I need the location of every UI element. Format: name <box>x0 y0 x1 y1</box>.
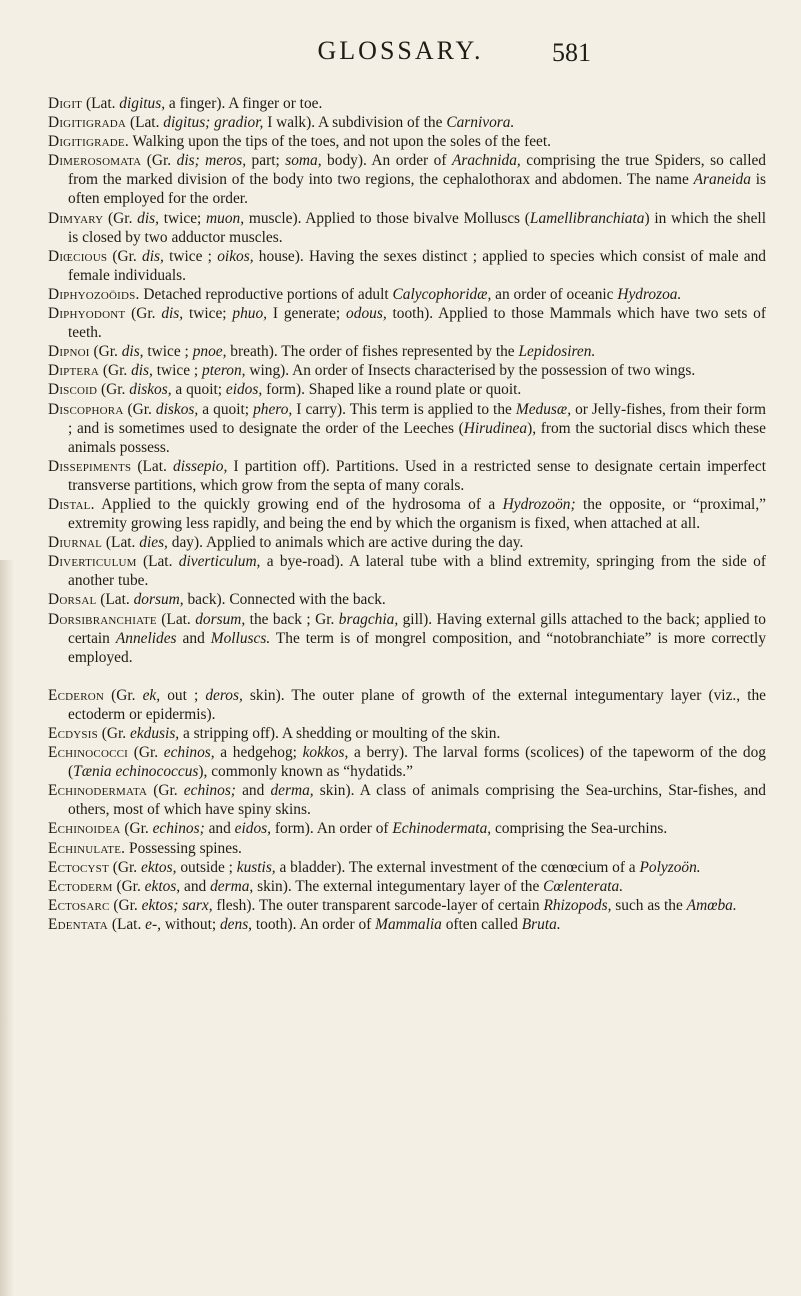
entry-text: Applied to the quickly growing end of the hydrosoma of a <box>94 495 503 513</box>
entry-italic-term: dens, <box>219 915 253 933</box>
entry-text: (Gr. <box>109 896 142 914</box>
entry-italic-term: ek, <box>142 686 161 704</box>
entry-text: (Gr. <box>141 152 177 170</box>
entry-italic-term: derma, <box>210 877 254 895</box>
entry-text: the back ; Gr. <box>245 610 339 628</box>
entry-headword: Diurnal <box>48 534 103 552</box>
page-gutter-shadow <box>0 560 14 1296</box>
entry-text: (Lat. <box>107 915 146 933</box>
running-head: GLOSSARY. <box>317 36 484 65</box>
entry-italic-term: odous, <box>346 305 387 323</box>
entry-headword: Diphyozoöids. <box>48 285 140 303</box>
entry-headword: Digitigrade. <box>48 133 129 151</box>
entry-text: I partition off). Partitions. Used in a restricted sense to designate certain imperfect transverse partitions, which grow from the septa of many corals. <box>68 457 766 494</box>
entry-headword: Diptera <box>48 362 100 380</box>
entry-italic-term: dorsum, <box>133 591 184 609</box>
glossary-entry <box>48 457 766 495</box>
glossary-entry <box>48 610 766 667</box>
entry-italic-term: Cœlenterata. <box>543 877 624 895</box>
entry-text: the opposite, or “proximal,” extremity growing less rapidly, and being the end by which the organism is fixed, when attached at all. <box>68 495 766 533</box>
entry-text: comprising the true Spiders, so called from the marked division of the body into two regions, the cephalothorax and abdomen. The name <box>68 152 767 189</box>
glossary-entry <box>48 915 766 934</box>
page-number: 581 <box>552 38 591 67</box>
entry-text: (Lat. <box>82 95 120 112</box>
entry-text: (Gr. <box>97 381 130 399</box>
entry-italic-term: echinos; <box>183 782 236 800</box>
entry-text: The term is of mongrel composition, and “notobranchiate” is more correctly employed. <box>68 629 767 666</box>
glossary-entry <box>48 94 766 113</box>
entry-text: skin). A class of animals comprising the Sea-urchins, Star-fishes, and others, most of which have spiny skins. <box>68 782 766 819</box>
entry-headword: Diverticulum <box>48 553 137 571</box>
entry-text: flesh). The outer transparent sarcode-layer of certain <box>212 896 544 914</box>
entry-italic-term: phuo, <box>232 305 268 323</box>
entry-italic-term: Lamellibranchiata <box>529 209 645 227</box>
entry-text: and <box>176 629 211 647</box>
entry-headword: Ecdysis <box>48 725 98 742</box>
entry-italic-term: diskos, <box>129 381 172 399</box>
entry-italic-term: dis, <box>121 343 144 361</box>
entry-text: a quoit; <box>171 381 226 399</box>
entry-text: often called <box>441 915 522 933</box>
entry-headword: Digit <box>48 95 83 112</box>
entry-text: (Gr. <box>108 858 141 876</box>
glossary-entry <box>48 686 766 724</box>
entry-text: (Lat. <box>96 591 134 609</box>
glossary-entry <box>48 151 766 208</box>
entry-italic-term: Annelides <box>115 629 177 647</box>
glossary-entry <box>48 495 766 533</box>
entry-headword: Ectocyst <box>48 858 109 876</box>
entry-italic-term: ekdusis, <box>130 725 180 742</box>
entry-italic-term: Molluscs. <box>210 629 271 647</box>
entry-text: a quoit; <box>198 400 254 418</box>
entry-text: skin). The external integumentary layer of the <box>253 877 544 895</box>
entry-italic-term: ektos, <box>140 858 177 876</box>
entry-text: twice; <box>183 305 233 323</box>
entry-italic-term: muon, <box>206 209 245 227</box>
entry-italic-term: pnoe, <box>192 343 227 361</box>
entry-italic-term: dissepio, <box>173 457 228 475</box>
entry-text: gill). Having external gills attached to the back; applied to certain <box>68 610 767 647</box>
glossary-entry <box>48 552 766 590</box>
entry-italic-term: Araneida <box>693 171 751 189</box>
entry-text: outside ; <box>176 858 237 876</box>
glossary-entry <box>48 132 766 151</box>
entry-text: back). Connected with the back. <box>183 591 386 609</box>
entry-italic-term: Carnivora. <box>446 114 515 132</box>
entry-italic-term: dies, <box>139 534 168 552</box>
entry-text: (Gr. <box>123 400 156 418</box>
entry-text: I generate; <box>267 305 347 323</box>
entry-italic-term: Hydrozoa. <box>617 285 682 303</box>
entry-text: (Lat. <box>136 553 179 571</box>
entry-text: I carry). This term is applied to the <box>292 400 516 418</box>
entry-italic-term: digitus; gradior, <box>163 114 264 132</box>
entry-italic-term: ektos, <box>144 877 181 895</box>
glossary-entry <box>48 819 766 838</box>
entry-italic-term: Lepidosiren. <box>518 343 596 361</box>
entry-headword: Discophora <box>48 400 124 418</box>
entry-text: part; <box>246 152 286 170</box>
entry-italic-term: Bruta. <box>521 915 561 933</box>
entry-italic-term: dis, <box>131 362 153 380</box>
entry-text: (Lat. <box>126 114 164 132</box>
entry-italic-term: pteron, <box>202 362 246 380</box>
entry-italic-term: echinos, <box>163 744 215 762</box>
entry-text: twice; <box>158 209 207 227</box>
glossary-entry <box>48 839 766 858</box>
entry-text: tooth). An order of <box>252 915 376 933</box>
entry-headword: Digitigrada <box>48 114 127 132</box>
entry-text: Walking upon the tips of the toes, and not upon the soles of the feet. <box>128 133 551 151</box>
entry-text: (Gr. <box>97 725 130 742</box>
entry-text: ), commonly known as “hydatids.” <box>198 763 413 781</box>
entry-text: skin). The outer plane of growth of the external integumentary layer (viz., the ectoderm or epidermis). <box>68 686 766 723</box>
glossary-entry <box>48 781 766 819</box>
entry-headword: Edentata <box>48 915 108 933</box>
entry-text: (Gr. <box>103 209 138 227</box>
entry-headword: Dimerosomata <box>48 152 142 170</box>
entry-italic-term: Mammalia <box>375 915 442 933</box>
entry-text: twice ; <box>163 247 218 265</box>
entry-headword: Echinococci <box>48 744 129 762</box>
entry-headword: Diœcious <box>48 247 108 265</box>
glossary-entry <box>48 209 766 247</box>
entry-italic-term: Echinodermata, <box>392 820 492 838</box>
entry-text: and <box>235 782 271 800</box>
entry-text: day). Applied to animals which are active during the day. <box>167 534 524 552</box>
entry-italic-term: echinos; <box>152 820 205 838</box>
entry-headword: Distal. <box>48 495 95 513</box>
entry-italic-term: e-, <box>145 915 161 933</box>
entry-text: a bladder). The external investment of the cœnœcium of a <box>275 858 640 876</box>
entry-text: muscle). Applied to those bivalve Molluscs ( <box>244 209 530 227</box>
glossary-entry <box>48 304 766 342</box>
entry-text: ), from the suctorial discs which these animals possess. <box>68 419 766 456</box>
entry-italic-term: Hirudinea <box>463 419 528 437</box>
entry-text: and <box>180 877 211 895</box>
section-gap <box>48 667 766 686</box>
entry-text: Detached reproductive portions of adult <box>139 285 393 303</box>
glossary-entry <box>48 858 766 877</box>
glossary-entry <box>48 896 766 915</box>
glossary-entry <box>48 724 766 743</box>
entry-text: Possessing spines. <box>125 839 242 857</box>
entry-text: (Gr. <box>147 782 184 800</box>
entry-text: (Gr. <box>125 305 162 323</box>
glossary-entry <box>48 342 766 361</box>
entry-headword: Discoid <box>48 381 98 399</box>
entry-italic-term: deros, <box>205 686 243 704</box>
glossary-entry <box>48 743 766 781</box>
entry-text: twice ; <box>143 343 193 361</box>
entry-headword: Dimyary <box>48 209 104 227</box>
entry-headword: Echinodermata <box>48 782 148 800</box>
entry-text: (Lat. <box>131 457 173 475</box>
entry-italic-term: eidos, <box>234 820 271 838</box>
glossary-entry <box>48 247 766 285</box>
entry-headword: Ectosarc <box>48 896 110 914</box>
entry-text: body). An order of <box>321 152 452 170</box>
entry-text: wing). An order of Insects characterised by the possession of two wings. <box>245 362 696 380</box>
entry-headword: Dorsibranchiate <box>48 610 157 628</box>
entry-italic-term: dis, <box>137 209 159 227</box>
entry-italic-term: kustis, <box>236 858 276 876</box>
entry-italic-term: kokkos, <box>302 744 349 762</box>
entry-text: form). An order of <box>270 820 393 838</box>
glossary-entry <box>48 400 766 457</box>
glossary-entry <box>48 380 766 399</box>
entry-text: twice ; <box>152 362 203 380</box>
entry-text: such as the <box>611 896 687 914</box>
glossary-entry <box>48 285 766 304</box>
glossary-entry <box>48 113 766 132</box>
entry-italic-term: Arachnida, <box>451 152 521 170</box>
glossary-entry <box>48 590 766 609</box>
entry-text: is often employed for the order. <box>68 171 766 208</box>
glossary-entry <box>48 877 766 896</box>
entry-italic-term: Rhizopods, <box>543 896 612 914</box>
entry-italic-term: dis, <box>161 305 184 323</box>
entry-text: (Gr. <box>104 686 143 704</box>
entry-text: (Gr. <box>120 820 153 838</box>
entry-text: I walk). A subdivision of the <box>263 114 447 132</box>
entry-headword: Diphyodont <box>48 305 126 323</box>
entry-headword: Ecderon <box>48 686 105 704</box>
entry-headword: Dorsal <box>48 591 97 609</box>
entry-italic-term: ektos; sarx, <box>141 896 213 914</box>
entry-text: (Gr. <box>128 744 164 762</box>
entry-italic-term: soma, <box>285 152 322 170</box>
entry-headword: Echinulate. <box>48 839 126 857</box>
entry-italic-term: phero, <box>253 400 293 418</box>
entry-text: a stripping off). A shedding or moulting of the skin. <box>179 725 501 742</box>
entry-text: (Lat. <box>156 610 196 628</box>
entry-text: (Gr. <box>99 362 132 380</box>
entry-text: without; <box>160 915 220 933</box>
entry-text: house). Having the sexes distinct ; applied to species which consist of male and female individuals. <box>68 247 766 284</box>
entry-text: (Gr. <box>107 247 143 265</box>
entry-text: or Jelly-fishes, from their form ; and is sometimes used to designate the order of the Leeches ( <box>68 400 767 437</box>
glossary-entry <box>48 533 766 552</box>
entry-italic-term: derma, <box>270 782 314 800</box>
entry-text: and <box>204 820 235 838</box>
entry-italic-term: eidos, <box>225 381 263 399</box>
entry-text: a berry). The larval forms (scolices) of the tapeworm of the dog ( <box>68 744 766 781</box>
entry-headword: Echinoidea <box>48 820 121 838</box>
entry-text: (Lat. <box>102 534 140 552</box>
entry-italic-term: diverticulum, <box>178 553 261 571</box>
entry-italic-term: Polyzoön. <box>639 858 701 876</box>
page-header <box>0 34 801 78</box>
entry-italic-term: bragchia, <box>338 610 399 628</box>
entry-headword: Ectoderm <box>48 877 113 895</box>
entry-text: (Gr. <box>89 343 122 361</box>
entry-text: a bye-road). A lateral tube with a blind extremity, springing from the side of another tube. <box>68 553 766 590</box>
entry-italic-term: diskos, <box>155 400 199 418</box>
entry-text: form). Shaped like a round plate or quoit. <box>262 381 522 399</box>
entry-text: a finger). A finger or toe. <box>165 95 323 112</box>
entry-italic-term: dorsum, <box>195 610 246 628</box>
entry-text: a hedgehog; <box>214 744 303 762</box>
entry-text: (Gr. <box>112 877 145 895</box>
entry-text: an order of oceanic <box>491 285 618 303</box>
entry-italic-term: Tænia echinococcus <box>73 763 199 781</box>
glossary-entries <box>48 94 766 934</box>
entry-text: comprising the Sea-urchins. <box>491 820 668 838</box>
entry-headword: Dissepiments <box>48 457 132 475</box>
entry-italic-term: Calycophoridæ, <box>392 285 492 303</box>
entry-italic-term: dis, <box>142 247 164 265</box>
entry-italic-term: Hydrozoön; <box>502 495 576 513</box>
entry-text: breath). The order of fishes represented by the <box>226 343 519 361</box>
entry-italic-term: Amœba. <box>686 896 737 914</box>
glossary-entry <box>48 361 766 380</box>
entry-italic-term: digitus, <box>119 95 166 112</box>
entry-italic-term: Medusæ, <box>515 400 572 418</box>
entry-text: ) in which the shell is closed by two adductor muscles. <box>68 209 766 246</box>
entry-text: out ; <box>160 686 206 704</box>
entry-text: tooth). Applied to those Mammals which have two sets of teeth. <box>68 305 766 342</box>
entry-italic-term: dis; meros, <box>176 152 247 170</box>
entry-headword: Dipnoi <box>48 343 90 361</box>
entry-italic-term: oikos, <box>217 247 254 265</box>
